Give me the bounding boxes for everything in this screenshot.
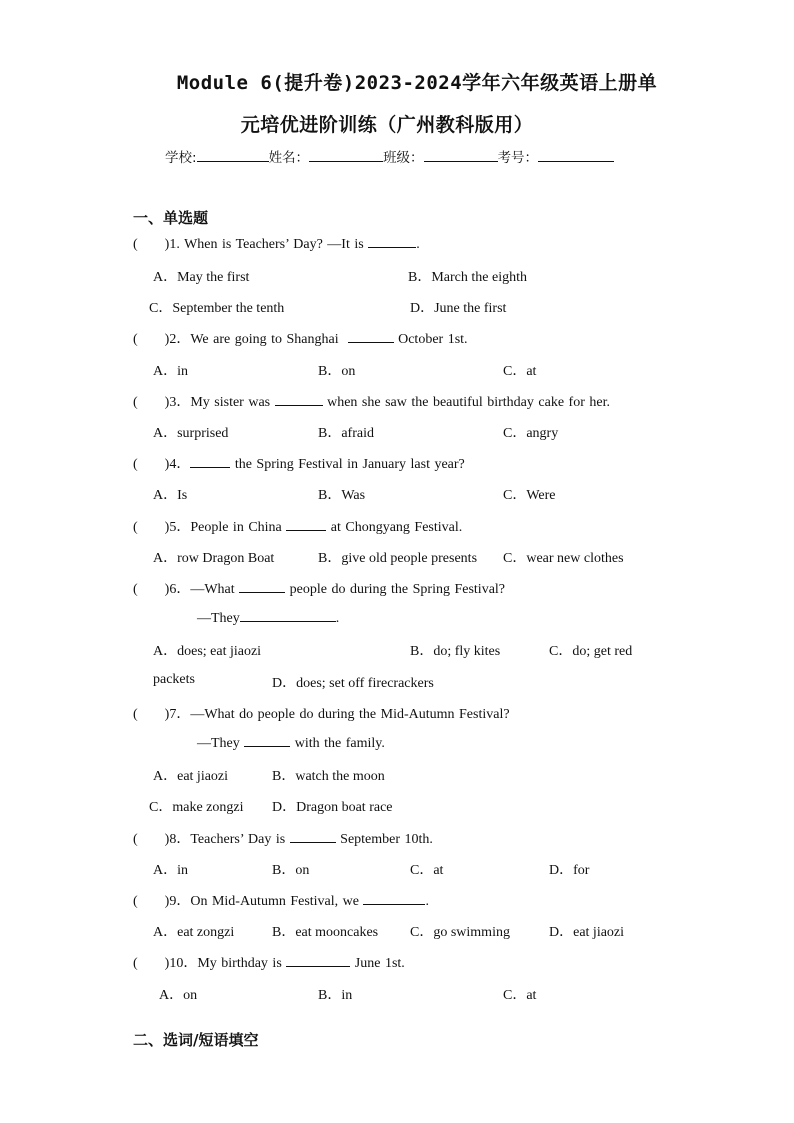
option-b[interactable]: B．give old people presents [318,551,478,566]
section-heading-1: 一、单选题 [133,209,209,227]
answer-blank[interactable] [286,954,350,967]
option-d[interactable]: D．eat jiaozi [549,925,625,940]
option-a[interactable]: A．surprised [153,426,229,441]
question-8: ( )8．Teachers’ Day is September 10th. [133,832,433,847]
option-d[interactable]: D．Dragon boat race [272,800,393,815]
question-10: ( )10．My birthday is June 1st. [133,956,405,971]
answer-blank[interactable] [275,393,323,406]
option-a[interactable]: A．eat jiaozi [153,769,229,784]
option-c-continued: packets [153,672,195,687]
option-c[interactable]: C．angry [503,426,559,441]
answer-blank[interactable] [290,830,336,843]
name-label: 姓名： [268,150,310,166]
option-c[interactable]: C．at [503,988,537,1003]
option-d[interactable]: D．June the first [410,301,507,316]
title-line-2: 元培优进阶训练（广州教科版用） [240,114,534,136]
question-2: ( )2．We are going to Shanghai October 1st. [133,332,468,347]
option-c[interactable]: C．wear new clothes [503,551,624,566]
option-a[interactable]: A．row Dragon Boat [153,551,275,566]
option-b[interactable]: B．March the eighth [408,270,527,285]
question-6-reply: —They . [197,611,340,626]
option-a[interactable]: A．in [153,863,188,878]
option-a[interactable]: A．on [159,988,198,1003]
name-blank[interactable] [309,147,383,162]
option-c[interactable]: C．Were [503,488,556,503]
student-info-row [165,146,614,166]
school-label: 学校: [165,150,197,166]
answer-blank[interactable] [244,734,290,747]
answer-blank[interactable] [348,330,394,343]
question-5: ( )5．People in China at Chongyang Festival. [133,520,463,535]
option-b[interactable]: B．on [272,863,310,878]
option-d[interactable]: D．does; set off firecrackers [272,676,434,691]
option-a[interactable]: A．May the first [153,270,250,285]
section-heading-2: 二、选词/短语填空 [133,1031,259,1049]
option-b[interactable]: B．watch the moon [272,769,385,784]
option-b[interactable]: B．on [318,364,356,379]
option-d[interactable]: D．for [549,863,590,878]
answer-blank[interactable] [363,892,425,905]
option-b[interactable]: B．eat mooncakes [272,925,379,940]
option-b[interactable]: B．Was [318,488,366,503]
answer-blank[interactable] [190,455,230,468]
option-c[interactable]: C．at [503,364,537,379]
question-3: ( )3．My sister was when she saw the beautiful birthday cake for her. [133,395,610,410]
question-9: ( )9．On Mid-Autumn Festival, we . [133,894,429,909]
option-c[interactable]: C．go swimming [410,925,510,940]
option-b[interactable]: B．in [318,988,353,1003]
option-c[interactable]: C．at [410,863,444,878]
question-6: ( )6．—What people do during the Spring Festival? [133,582,506,597]
class-blank[interactable] [424,147,498,162]
option-a[interactable]: A．eat zongzi [153,925,235,940]
option-a[interactable]: A．in [153,364,188,379]
answer-blank[interactable] [239,580,285,593]
answer-blank[interactable] [240,609,336,622]
option-b[interactable]: B．afraid [318,426,374,441]
school-blank[interactable] [197,147,269,162]
question-7: ( )7．—What do people do during the Mid-Autumn Festival? [133,707,510,722]
option-b[interactable]: B．do; fly kites [410,644,501,659]
option-c[interactable]: C．September the tenth [149,301,285,316]
exam-no-label: 考号： [497,150,539,166]
answer-blank[interactable] [368,235,416,248]
option-a[interactable]: A．does; eat jiaozi [153,644,262,659]
question-4: ( )4． the Spring Festival in January last year? [133,457,465,472]
exam-no-blank[interactable] [538,147,614,162]
option-c[interactable]: C．make zongzi [149,800,244,815]
class-label: 班级： [383,150,424,166]
option-c[interactable]: C．do; get red [549,644,633,659]
answer-blank[interactable] [286,518,326,531]
question-1: ( )1. When is Teachers’ Day? —It is . [133,237,420,252]
question-7-reply: —They with the family. [197,736,385,751]
title-line-1: Module 6(提升卷)2023-2024学年六年级英语上册单 [176,72,658,94]
option-a[interactable]: A．Is [153,488,188,503]
